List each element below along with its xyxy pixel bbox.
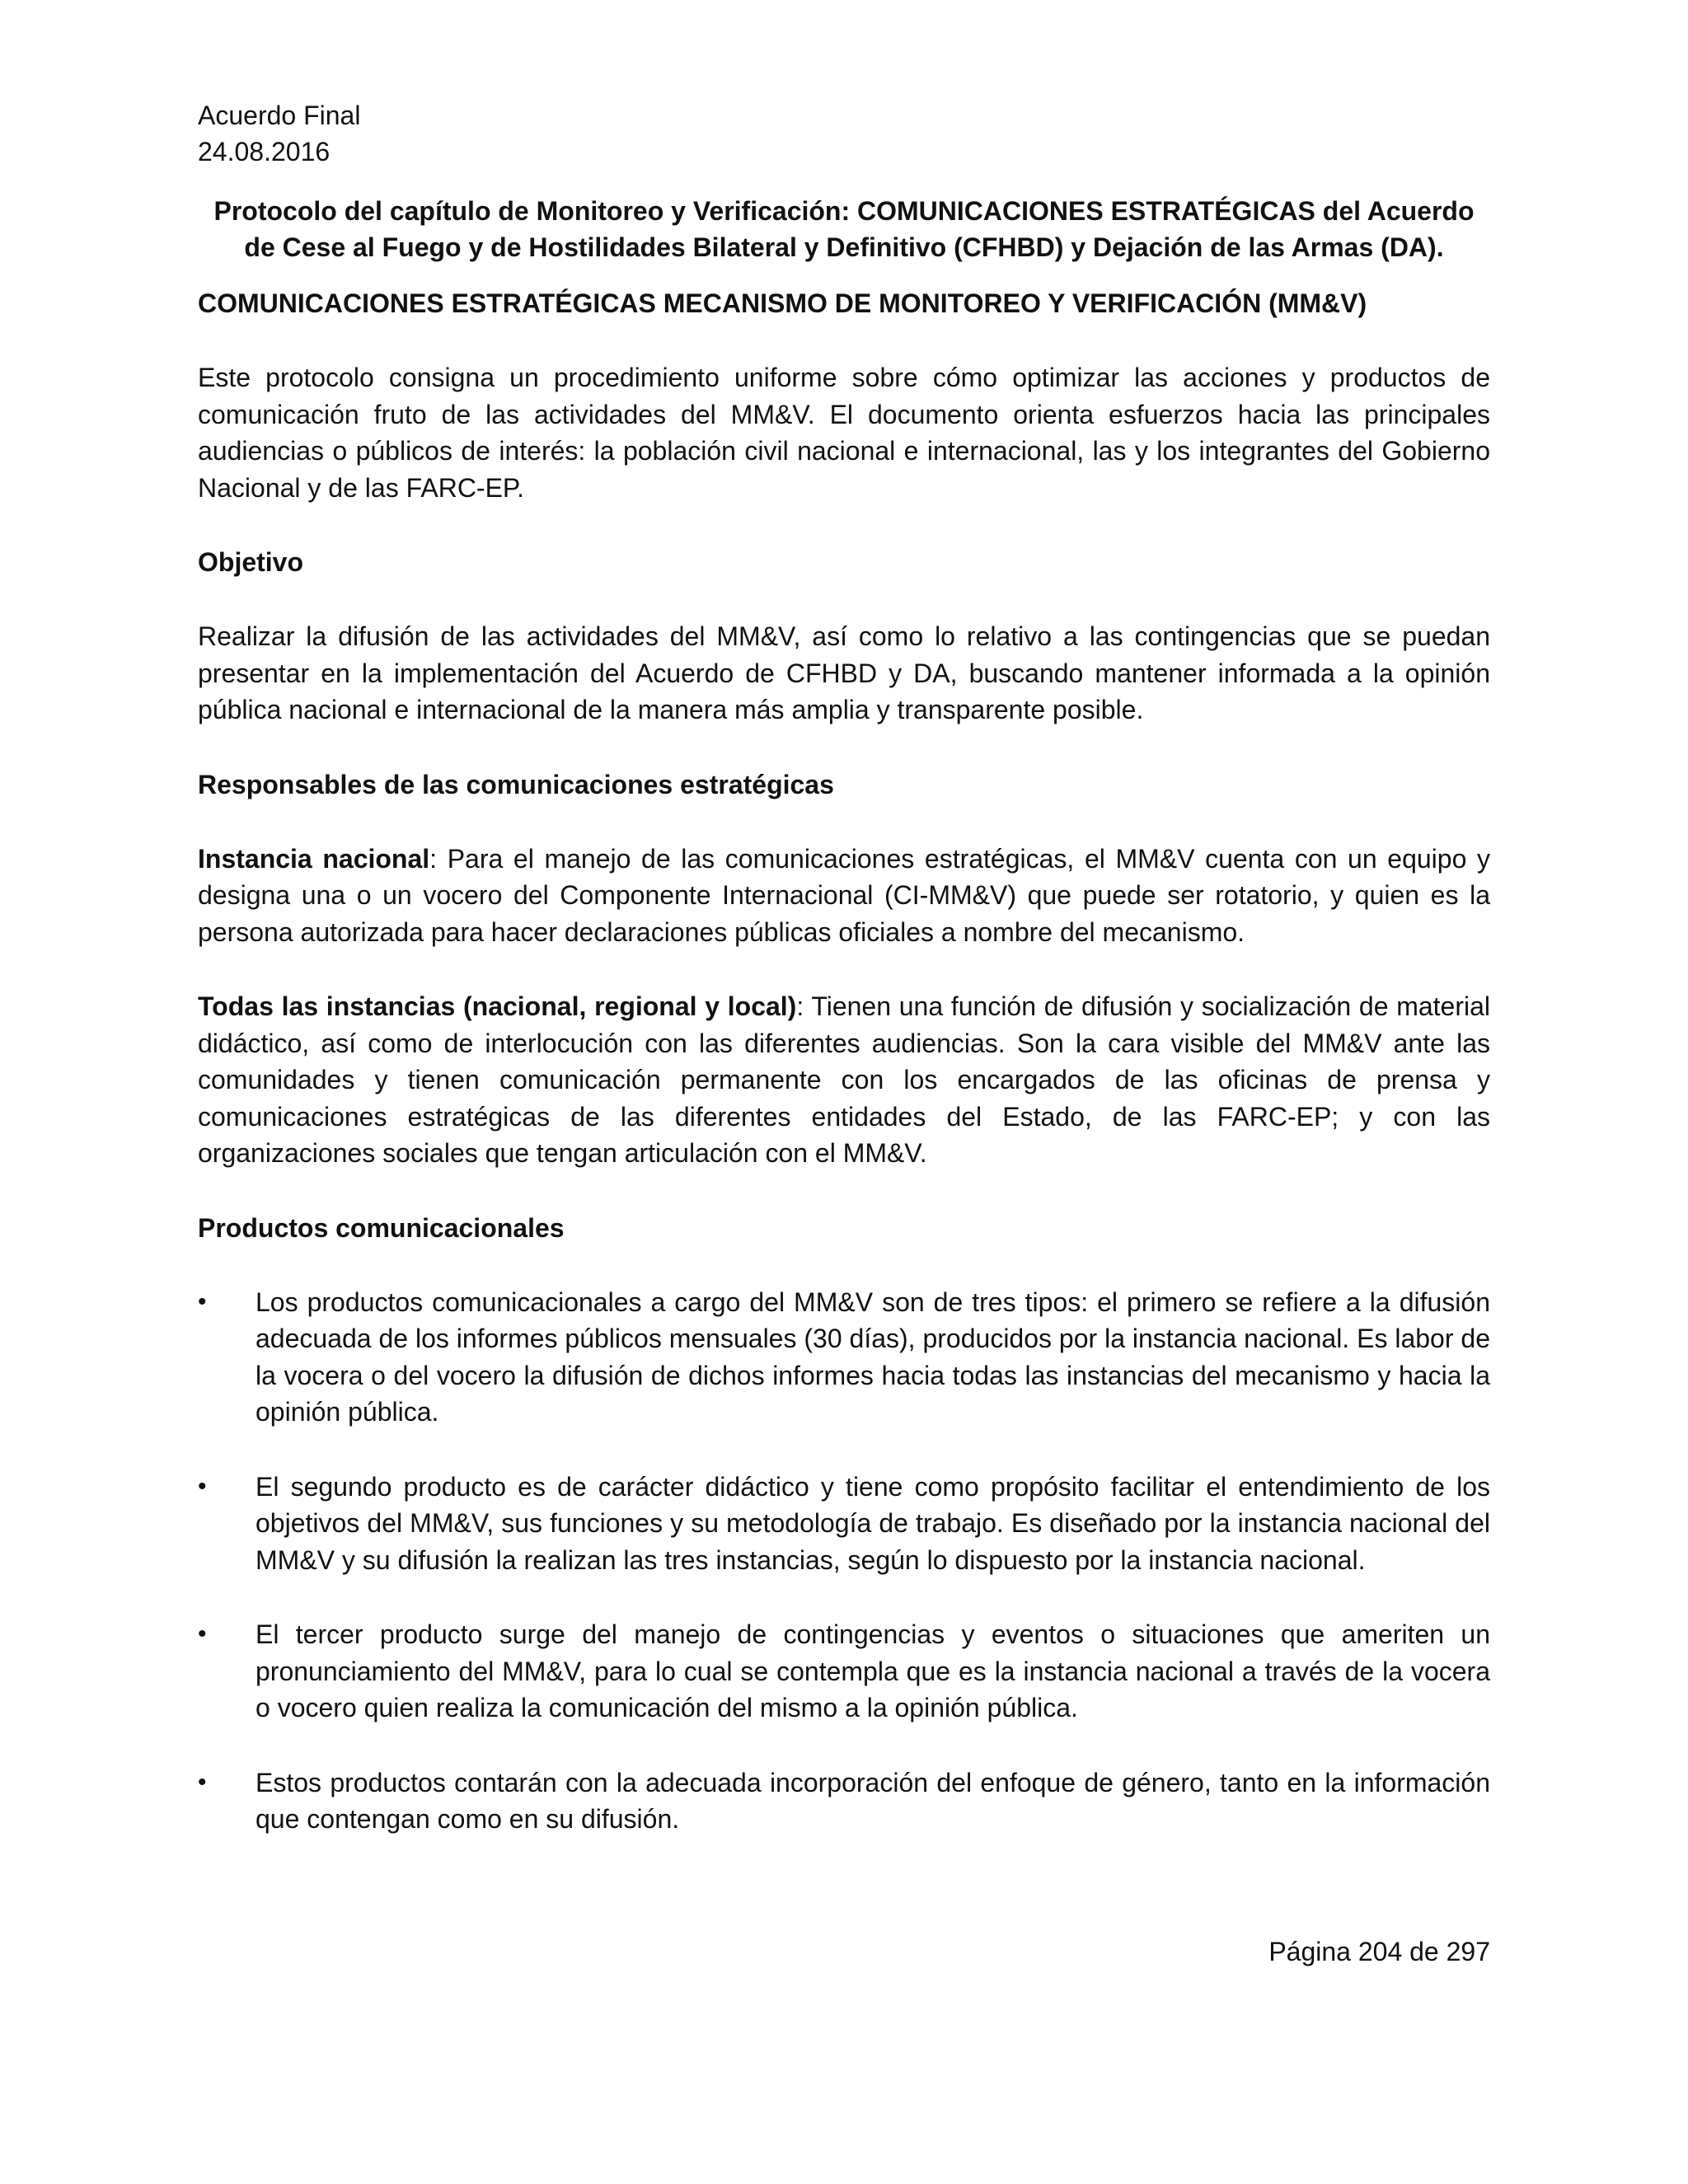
list-item-text: Estos productos contarán con la adecuada incorporación del enfoque de género, tanto en la información que contengan como en su difusión. [256,1767,1490,1834]
instancia-nacional-text: : Para el manejo de las comunicaciones estratégicas, el MM&V cuenta con un equipo y designa una o un vocero del Componente Internacional (CI-MM&V) que puede ser rotatorio, y quien es la persona autorizada para hacer declaraciones públicas oficiales a nombre del mecanismo. [198,843,1491,947]
list-item [198,1765,1490,1838]
list-item-text: El tercer producto surge del manejo de contingencias y eventos o situaciones que ameriten un pronunciamiento del MM&V, para lo cual se contempla que es la instancia nacional a través de la vocera o vocero quien realiza la comunicación del mismo a la opinión pública. [256,1619,1490,1722]
main-heading: COMUNICACIONES ESTRATÉGICAS MECANISMO DE MONITOREO Y VERIFICACIÓN (MM&V) [198,288,1367,318]
todas-instancias-text: : Tienen una función de difusión y socialización de material didáctico, así como de interlocución con las diferentes audiencias. Son la cara visible del MM&V ante las comunidades y tienen comunicación permanente con los encargados de las oficinas de prensa y comunicaciones estratégicas de las diferentes entidades del Estado, de las FARC-EP; y con las organizaciones sociales que tengan articulación con el MM&V. [198,991,1491,1168]
instancia-nacional-paragraph [198,841,1490,951]
bullet-icon: • [198,1472,207,1500]
header-date: 24.08.2016 [198,137,331,166]
responsables-heading: Responsables de las comunicaciones estratégicas [198,769,834,799]
bullet-icon: • [198,1287,207,1315]
todas-instancias-label: Todas las instancias (nacional, regional y local) [198,991,797,1021]
page-content [198,97,1490,1838]
todas-instancias-paragraph [198,988,1490,1172]
list-item-text: El segundo producto es de carácter didáctico y tiene como propósito facilitar el entendimiento de los objetivos del MM&V, sus funciones y su metodología de trabajo. Es diseñado por la instancia nacional del MM&V y su difusión la realizan las tres instancias, según lo dispuesto por la instancia nacional. [256,1471,1490,1575]
list-item [198,1469,1490,1579]
bullet-icon: • [198,1768,207,1796]
page-number: Página 204 de 297 [1268,1937,1490,1966]
bullet-icon: • [198,1620,207,1647]
document-title: Protocolo del capítulo de Monitoreo y Verificación: COMUNICACIONES ESTRATÉGICAS del Acuerdo de Cese al Fuego y de Hostilidades Bilateral y Definitivo (CFHBD) y Dejación de las Armas (DA). [213,196,1475,262]
list-item-text: Los productos comunicacionales a cargo del MM&V son de tres tipos: el primero se refiere a la difusión adecuada de los informes públicos mensuales (30 días), producidos por la instancia nacional. Es labor de la vocera o del vocero la difusión de dichos informes hacia todas las instancias del mecanismo y hacia la opinión pública. [256,1286,1490,1427]
intro-paragraph: Este protocolo consigna un procedimiento uniforme sobre cómo optimizar las acciones y productos de comunicación fruto de las actividades del MM&V. El documento orienta esfuerzos hacia las principales audiencias o públicos de interés: la población civil nacional e internacional, las y los integrantes del Gobierno Nacional y de las FARC-EP. [198,363,1490,503]
productos-list [198,1284,1490,1838]
objetivo-heading: Objetivo [198,547,304,577]
objetivo-paragraph: Realizar la difusión de las actividades del MM&V, así como lo relativo a las contingencias que se puedan presentar en la implementación del Acuerdo de CFHBD y DA, buscando mantener informada a la opinión pública nacional e internacional de la manera más amplia y transparente posible. [198,621,1490,724]
instancia-nacional-label: Instancia nacional [198,843,430,874]
header-document-name: Acuerdo Final [198,101,361,130]
list-item [198,1616,1490,1727]
productos-heading: Productos comunicacionales [198,1212,565,1243]
list-item [198,1284,1490,1431]
